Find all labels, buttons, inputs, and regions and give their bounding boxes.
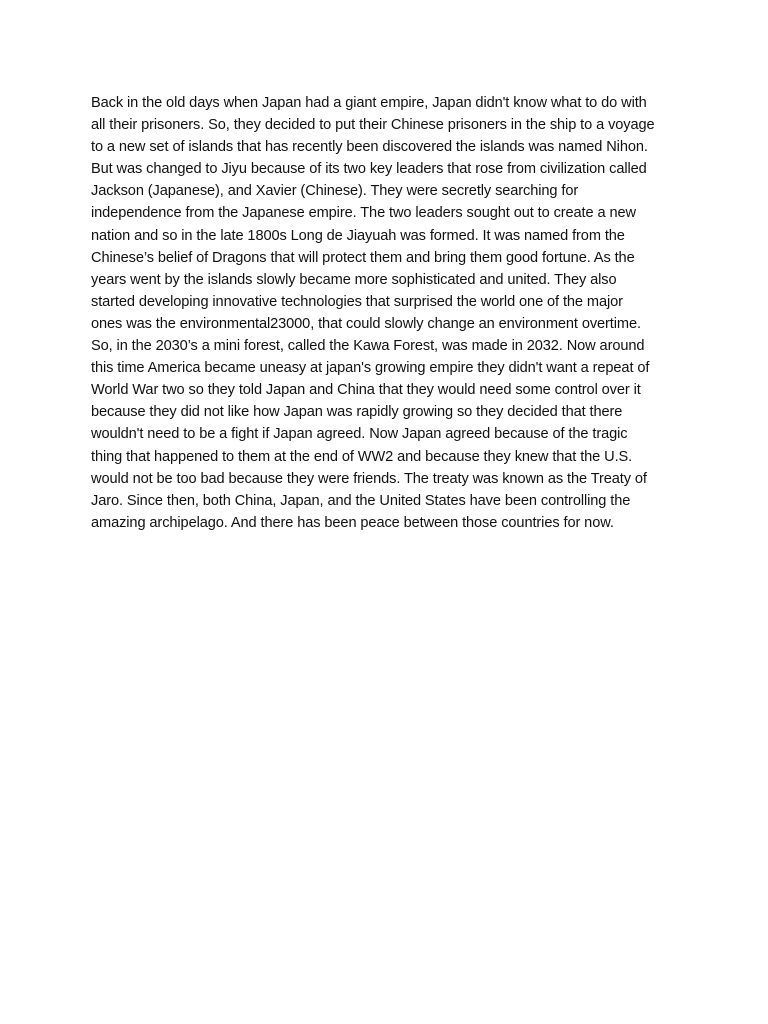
paragraph-line: would not be too bad because they were friends. The treaty was known as the Treaty of: [91, 470, 647, 487]
paragraph-line: this time America became uneasy at japan's growing empire they didn't want a repeat of: [91, 360, 650, 377]
paragraph-line: nation and so in the late 1800s Long de Jiayuah was formed. It was named from the: [91, 227, 625, 244]
paragraph-line: Back in the old days when Japan had a giant empire, Japan didn't know what to do with: [91, 95, 647, 111]
paragraph-line: all their prisoners. So, they decided to put their Chinese prisoners in the ship to a voyage: [91, 117, 655, 134]
paragraph-line: independence from the Japanese empire. The two leaders sought out to create a new: [91, 205, 636, 222]
paragraph-line: amazing archipelago. And there has been peace between those countries for now.: [91, 514, 614, 531]
paragraph-line: Chinese’s belief of Dragons that will protect them and bring them good fortune. As the: [91, 249, 635, 266]
paragraph-line: World War two so they told Japan and China that they would need some control over it: [91, 382, 641, 399]
paragraph-line: So, in the 2030’s a mini forest, called the Kawa Forest, was made in 2032. Now around: [91, 338, 645, 355]
paragraph-line: to a new set of islands that has recently been discovered the islands was named Nihon.: [91, 139, 648, 156]
paragraph-line: ones was the environmental23000, that could slowly change an environment overtime.: [91, 315, 641, 332]
body-paragraph: [91, 92, 683, 534]
paragraph-line: Jackson (Japanese), and Xavier (Chinese). They were secretly searching for: [91, 183, 579, 200]
paragraph-line: started developing innovative technologies that surprised the world one of the major: [91, 293, 623, 310]
paragraph-line: Jaro. Since then, both China, Japan, and the United States have been controlling the: [91, 492, 631, 509]
paragraph-line: years went by the islands slowly became more sophisticated and united. They also: [91, 271, 617, 288]
paragraph-line: wouldn't need to be a fight if Japan agreed. Now Japan agreed because of the tragic: [91, 426, 628, 443]
paragraph-line: because they did not like how Japan was rapidly growing so they decided that there: [91, 404, 623, 421]
paragraph-line: thing that happened to them at the end of WW2 and because they knew that the U.S.: [91, 448, 633, 465]
paragraph-line: But was changed to Jiyu because of its two key leaders that rose from civilization called: [91, 161, 647, 178]
